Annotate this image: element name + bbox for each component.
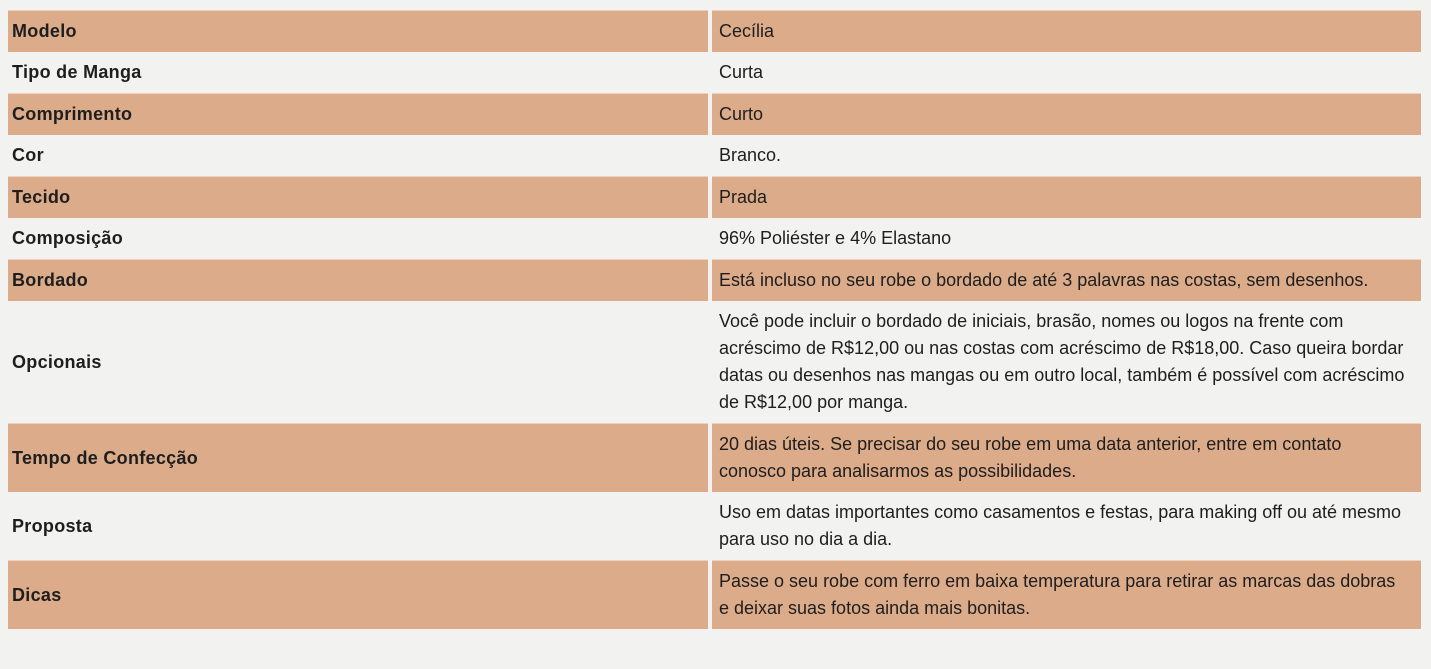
table-row (8, 423, 1421, 492)
spec-value: Curto (712, 93, 1421, 135)
table-row (8, 492, 1421, 560)
spec-value: Cecília (712, 10, 1421, 52)
table-row (8, 93, 1421, 135)
spec-label: Tempo de Confecção (8, 423, 708, 492)
spec-label: Tipo de Manga (12, 62, 142, 82)
spec-label: Modelo (8, 10, 708, 52)
table-row (8, 560, 1421, 629)
spec-value: 96% Poliéster e 4% Elastano (719, 228, 952, 248)
table-row (8, 176, 1421, 218)
table-row (8, 10, 1421, 52)
spec-label: Composição (12, 228, 124, 248)
table-row (8, 218, 1421, 259)
spec-value: Prada (712, 176, 1421, 218)
table-row (8, 52, 1421, 93)
spec-label: Comprimento (8, 93, 708, 135)
spec-value: 20 dias úteis. Se precisar do seu robe em uma data anterior, entre em contato conosco para analisarmos as possibilidades. (712, 423, 1421, 492)
spec-value: Branco. (719, 145, 782, 165)
spec-value: Curta (719, 62, 764, 82)
spec-label: Proposta (12, 515, 93, 536)
spec-value: Está incluso no seu robe o bordado de até 3 palavras nas costas, sem desenhos. (712, 259, 1421, 301)
spec-value: Passe o seu robe com ferro em baixa temperatura para retirar as marcas das dobras e deixar suas fotos ainda mais bonitas. (712, 560, 1421, 629)
table-row (8, 135, 1421, 176)
spec-label: Cor (12, 145, 44, 165)
spec-label: Bordado (8, 259, 708, 301)
spec-label: Dicas (8, 560, 708, 629)
table-row (8, 259, 1421, 301)
spec-value: Uso em datas importantes como casamentos e festas, para making off ou até mesmo para uso no dia a dia. (719, 502, 1401, 549)
spec-label: Tecido (8, 176, 708, 218)
spec-label: Opcionais (12, 351, 102, 372)
spec-value: Você pode incluir o bordado de iniciais, brasão, nomes ou logos na frente com acréscimo de R$12,00 ou nas costas com acréscimo de R$18,00. Caso queira bordar datas ou desenhos nas mangas ou em outro local, também é possível com acréscimo de R$12,00 por manga. (719, 311, 1405, 412)
table-row (8, 301, 1421, 423)
